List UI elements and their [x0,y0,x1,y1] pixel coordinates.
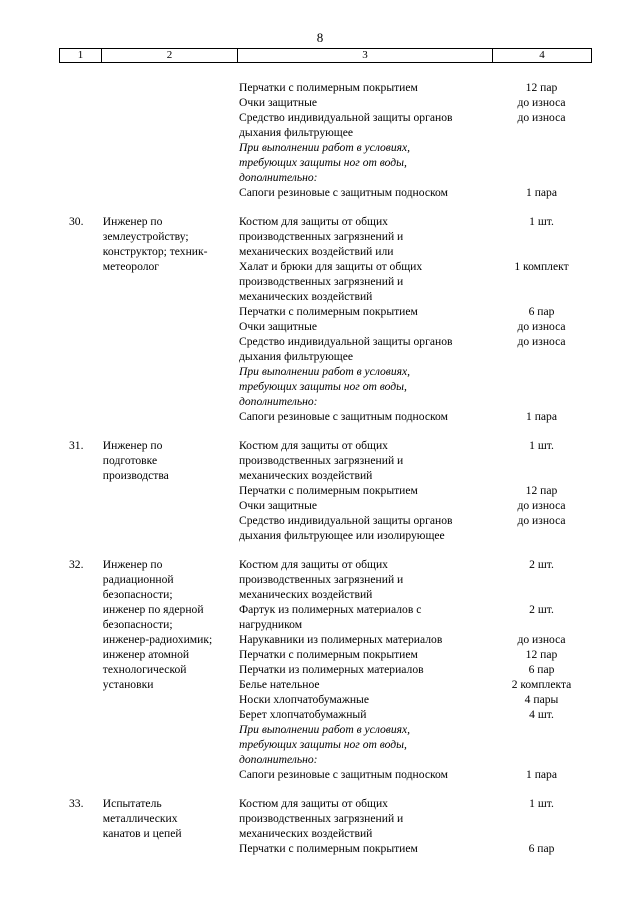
text-line: нагрудником [239,618,303,631]
profession-line: металлических [102,812,178,825]
text-line: Средство индивидуальной защиты органов [239,111,453,124]
text-line: Костюм для защиты от общих [239,558,388,571]
profession-line: Испытатель [102,797,162,810]
item-quantity: 12 пар [525,81,558,94]
item-name [239,707,484,722]
item-quantity: 6 пар [528,842,555,855]
profession-line: землеустройству; [102,230,189,243]
items-cell [239,557,599,782]
item-quantity: 1 шт. [529,215,554,228]
table-row [59,80,599,200]
ppe-item [239,647,599,662]
profession-line: инженер-радиохимик; [102,633,213,646]
item-name [239,841,484,856]
text-line: При выполнении работ в условиях, [239,141,411,154]
item-name [239,647,484,662]
text-line: дополнительно: [239,395,318,408]
ppe-item [239,319,599,334]
text-line: Берет хлопчатобумажный [239,708,367,721]
row-gap [59,782,599,796]
row-number: 32. [69,558,84,571]
ppe-item [239,185,599,200]
text-line: Средство индивидуальной защиты органов [239,514,453,527]
profession-cell [103,80,239,200]
text-line: Сапоги резиновые с защитным подноском [239,186,448,199]
item-name [239,409,484,424]
item-name [239,304,484,319]
ppe-item [239,513,599,543]
item-quantity: 1 пара [526,768,557,781]
text-line: Перчатки с полимерным покрытием [239,305,418,318]
item-name [239,80,484,95]
condition-note [239,140,599,185]
profession-line: производства [102,469,169,482]
text-line: требующих защиты ног от воды, [239,380,407,393]
item-name [239,692,484,707]
profession-line: инженер атомной [102,648,190,661]
ppe-item [239,557,599,602]
ppe-item [239,334,599,364]
item-quantity: до износа [517,96,566,109]
profession-cell [103,214,239,424]
items-cell [239,796,599,856]
text-line: Очки защитные [239,320,318,333]
item-quantity: 1 пара [526,186,557,199]
table-row [59,214,599,424]
text-line: Нарукавники из полимерных материалов [239,633,443,646]
text-line: Сапоги резиновые с защитным подноском [239,410,448,423]
item-name [239,214,484,259]
item-quantity: до износа [517,633,566,646]
item-name [239,662,484,677]
text-line: механических воздействий [239,588,373,601]
column-header-2: 2 [102,49,238,62]
item-quantity: 4 пары [524,693,559,706]
column-header-1: 1 [60,49,102,62]
note-text [239,364,484,409]
profession-line: конструктор; техник- [102,245,208,258]
text-line: Средство индивидуальной защиты органов [239,335,453,348]
ppe-item [239,438,599,483]
item-name [239,259,484,304]
table-row [59,438,599,543]
text-line: Костюм для защиты от общих [239,797,388,810]
page-number: 8 [316,30,324,45]
text-line: Носки хлопчатобумажные [239,693,369,706]
item-quantity: 2 комплекта [511,678,572,691]
text-line: Перчатки с полимерным покрытием [239,81,418,94]
ppe-item [239,662,599,677]
ppe-item [239,632,599,647]
ppe-item [239,304,599,319]
text-line: Костюм для защиты от общих [239,215,388,228]
item-name [239,602,484,632]
row-gap [59,424,599,438]
profession-cell [103,557,239,782]
ppe-item [239,95,599,110]
profession-line: Инженер по [102,215,163,228]
column-header-3: 3 [238,49,493,62]
item-quantity: 1 шт. [529,439,554,452]
row-number: 30. [69,215,84,228]
text-line: механических воздействий [239,290,373,303]
item-name [239,110,484,140]
column-header-4: 4 [539,49,545,61]
item-quantity: 2 шт. [529,603,554,616]
item-quantity: до износа [517,499,566,512]
row-number [59,80,103,200]
text-line: Перчатки с полимерным покрытием [239,648,418,661]
item-quantity: 4 шт. [529,708,554,721]
ppe-item [239,214,599,259]
ppe-item [239,602,599,632]
text-line: требующих защиты ног от воды, [239,738,407,751]
profession-cell [103,438,239,543]
text-line: Перчатки с полимерным покрытием [239,842,418,855]
note-text [239,722,484,767]
row-number: 31. [69,439,84,452]
text-line: производственных загрязнений и [239,230,404,243]
item-name [239,438,484,483]
ppe-item [239,707,599,722]
ppe-item [239,841,599,856]
item-quantity: до износа [517,320,566,333]
items-cell [239,438,599,543]
ppe-item [239,767,599,782]
ppe-item [239,796,599,841]
profession-line: инженер по ядерной [102,603,204,616]
item-name [239,767,484,782]
profession-line: установки [102,678,154,691]
table-body [59,80,599,856]
item-quantity: до износа [517,514,566,527]
item-quantity: 6 пар [528,305,555,318]
profession-line: радиационной [102,573,174,586]
table-row [59,796,599,856]
item-name [239,334,484,364]
item-quantity: 1 пара [526,410,557,423]
ppe-item [239,483,599,498]
text-line: Перчатки с полимерным покрытием [239,484,418,497]
profession-line: безопасности; [102,618,173,631]
item-name [239,319,484,334]
text-line: дыхания фильтрующее [239,126,353,139]
profession-line: безопасности; [102,588,173,601]
text-line: дыхания фильтрующее или изолирующее [239,529,445,542]
note-text [239,140,484,185]
item-quantity: 1 шт. [529,797,554,810]
profession-line: подготовке [102,454,158,467]
text-line: Сапоги резиновые с защитным подноском [239,768,448,781]
item-name [239,513,484,543]
ppe-item [239,409,599,424]
item-name [239,677,484,692]
items-cell [239,80,599,200]
row-gap [59,543,599,557]
item-name [239,557,484,602]
text-line: механических воздействий или [239,245,394,258]
items-cell [239,214,599,424]
item-quantity: 1 комплект [514,260,569,273]
text-line: дополнительно: [239,171,318,184]
profession-line: технологической [102,663,187,676]
text-line: механических воздействий [239,827,373,840]
text-line: производственных загрязнений и [239,454,404,467]
text-line: требующих защиты ног от воды, [239,156,407,169]
row-gap [59,200,599,214]
profession-line: канатов и цепей [102,827,182,840]
text-line: При выполнении работ в условиях, [239,723,411,736]
item-name [239,185,484,200]
ppe-item [239,677,599,692]
table-row [59,557,599,782]
item-name [239,796,484,841]
text-line: Халат и брюки для защиты от общих [239,260,423,273]
text-line: При выполнении работ в условиях, [239,365,411,378]
item-quantity: 6 пар [528,663,555,676]
profession-line: Инженер по [102,439,163,452]
item-quantity: 2 шт. [529,558,554,571]
row-number: 33. [69,797,84,810]
ppe-item [239,80,599,95]
text-line: Белье нательное [239,678,320,691]
text-line: Перчатки из полимерных материалов [239,663,424,676]
ppe-item [239,692,599,707]
ppe-item [239,259,599,304]
text-line: механических воздействий [239,469,373,482]
condition-note [239,364,599,409]
text-line: производственных загрязнений и [239,573,404,586]
item-name [239,498,484,513]
text-line: Костюм для защиты от общих [239,439,388,452]
text-line: Очки защитные [239,499,318,512]
item-name [239,95,484,110]
item-quantity: 12 пар [525,648,558,661]
profession-line: метеоролог [102,260,160,273]
condition-note [239,722,599,767]
text-line: Очки защитные [239,96,318,109]
column-header-row [59,48,592,63]
ppe-item [239,110,599,140]
item-quantity: до износа [517,335,566,348]
text-line: производственных загрязнений и [239,275,404,288]
item-name [239,483,484,498]
text-line: дополнительно: [239,753,318,766]
item-quantity: 12 пар [525,484,558,497]
item-name [239,632,484,647]
item-quantity: до износа [517,111,566,124]
text-line: производственных загрязнений и [239,812,404,825]
profession-cell [103,796,239,856]
profession-line: Инженер по [102,558,163,571]
text-line: дыхания фильтрующее [239,350,353,363]
ppe-item [239,498,599,513]
text-line: Фартук из полимерных материалов с [239,603,422,616]
